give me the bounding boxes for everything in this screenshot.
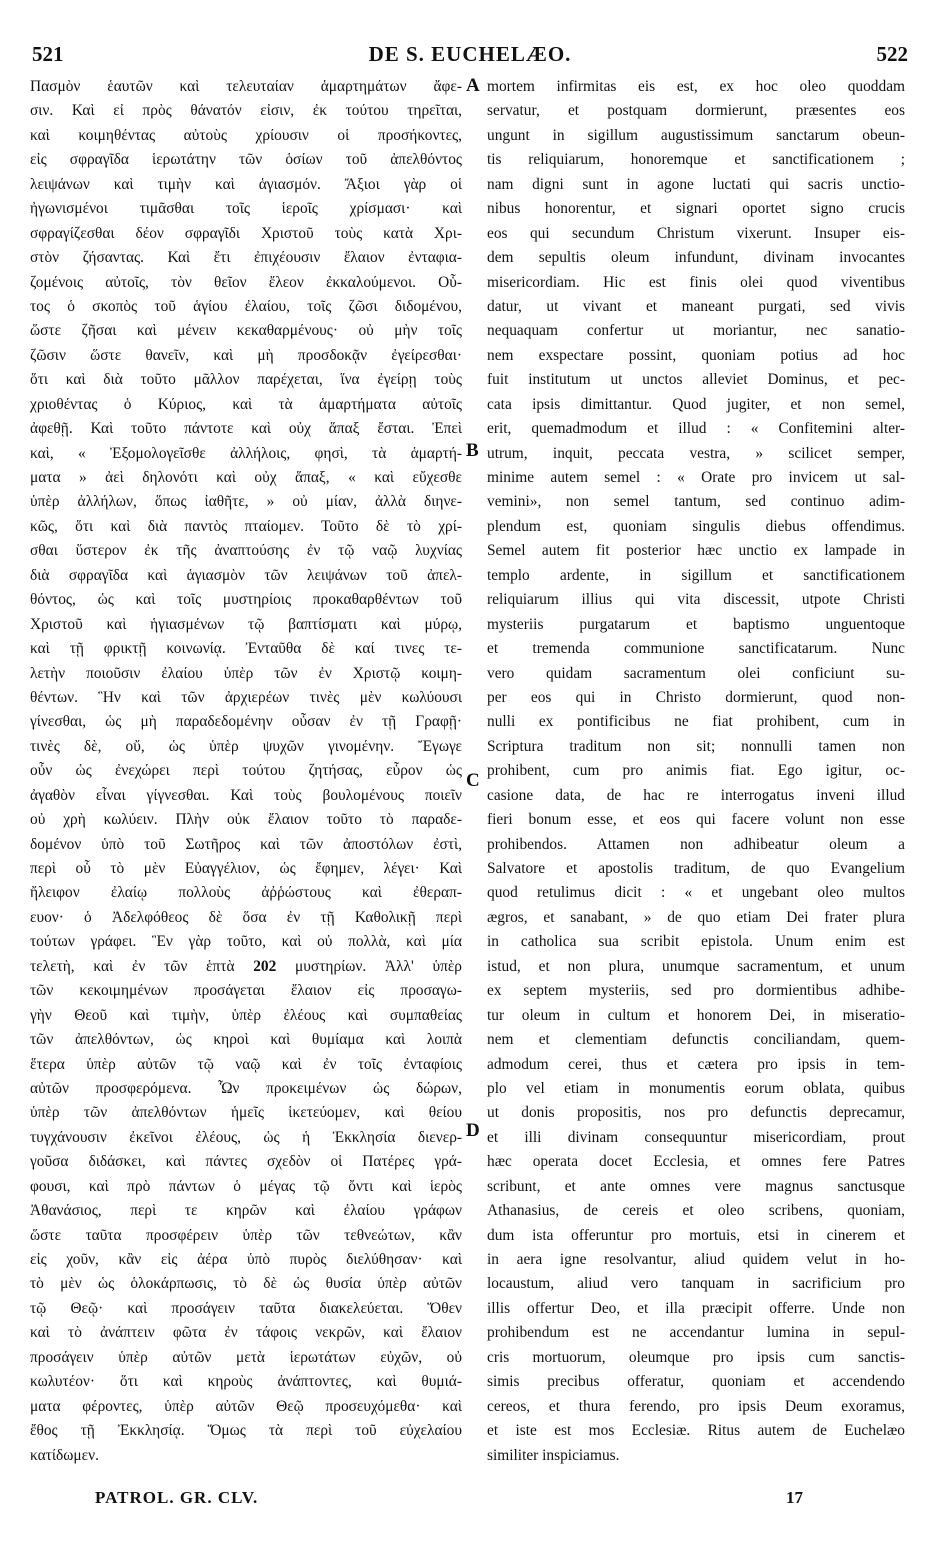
latin-text-line: cata ipsis dimittantur. Quod jugiter, et non semel, (487, 395, 905, 413)
greek-text-line: θέντων. Ἣν καὶ τῶν ἀρχιερέων τινὲς μὲν κωλύουσι (30, 688, 462, 706)
greek-text-line: ὑπὲρ τῶν ἀπελθόντων ἡμεῖς ἱκετεύομεν, καὶ θείου (30, 1104, 462, 1122)
greek-text-line: ἤλειφον ἐλαίῳ πολλοὺς ἀῤῥώστους καὶ ἐθεραπ- (30, 884, 462, 902)
greek-text-line: διὰ σφραγῖδα καὶ ἁγιασμὸν τῶν λειψάνων τοῦ ἀπελ- (30, 566, 462, 584)
greek-text-line: τελετὴ, καὶ ἐν τῶν ἑπτὰ 202 μυστηρίων. Ἀλλ' ὑπὲρ (30, 957, 462, 975)
greek-text-line: ὑπὲρ ἀλλήλων, ὅπως ἰαθῆτε, » οὐ μίαν, ἀλλὰ διηνε- (30, 493, 462, 511)
latin-text-line: nem exspectare possint, quoniam potius ad hoc (487, 346, 905, 364)
latin-text-line: ut donis propositis, nos pro defunctis deprecamur, (487, 1104, 905, 1122)
greek-text-line: τυγχάνουσιν ἐκεῖνοι ἐλέους, ὡς ἡ Ἐκκλησία διενερ- (30, 1128, 462, 1146)
greek-text-line: τῷ Θεῷ· καὶ προσάγειν ταῦτα διακελεύεται. Ὅθεν (30, 1299, 462, 1317)
latin-text-line: ex septem mysteriis, sed pro dormientibus adhibe- (487, 982, 905, 1000)
greek-text-line: ματα » ἀεὶ δηλονότι καὶ οὐχ ἅπαξ, « καὶ εὔχεσθε (30, 469, 462, 486)
latin-text-line: vero quidam sacramentum olei conficiunt su- (487, 664, 905, 682)
latin-text-line: quod retulimus dicit : « et ungebant oleo multos (487, 884, 905, 902)
greek-text-line: τος ὁ σκοπὸς τοῦ ἁγίου ἐλαίου, τοῖς ζῶσι διδομένου, (30, 297, 462, 315)
latin-text-line: mysteriis purgatarum et baptismo unguentoque (487, 615, 905, 633)
greek-text-line: εἰς χοῦν, κἂν εἰς ἀέρα ὑπὸ πυρὸς διελύθησαν· καὶ (30, 1251, 462, 1268)
latin-text-line: nam digni sunt in agone luctati qui sacris unctio- (487, 175, 905, 193)
greek-text-line: Ἀθανάσιος, περὶ τε κηρῶν καὶ ἐλαίου γράφων (30, 1202, 462, 1220)
greek-text-line: λετὴν ποιοῦσιν ἐλαίου ὑπὲρ τῶν ἐν Χριστῷ κοιμη- (30, 664, 462, 682)
greek-text-line: ὅτι καὶ διὰ τοῦτο μᾶλλον παρέχεται, ἵνα ἐγείρῃ τοὺς (30, 371, 462, 389)
latin-text-line: plo vel etiam in monumentis eorum oblata, quibus (487, 1079, 905, 1097)
greek-text-line: ἕτερα ὑπὲρ αὐτῶν τῷ ναῷ καὶ ἐν τοῖς ἐνταφίοις (30, 1055, 462, 1073)
latin-text-line: ægros, et sanabant, » de quo etiam Dei frater plura (487, 908, 905, 926)
latin-text-line: Athanasius, de cereis et oleo scribens, quoniam, (487, 1202, 905, 1220)
margin-letter-d: D (466, 1120, 480, 1141)
page-number-left: 521 (32, 42, 64, 66)
greek-text-line: οὖν ὡς ἐνεχώρει περὶ τούτου ζητήσας, εὗρον ὡς (30, 762, 462, 780)
greek-text-line: σθαι ὕστερον ἐκ τῆς ἀναπτούσης ἐν τῷ ναῷ λυχνίας (30, 542, 462, 560)
greek-text-line: γίνεσθαι, ὡς μὴ παραδεδομένην οὖσαν ἐν τῇ Γραφῇ· (30, 713, 462, 731)
latin-text-line: et illi divinam consequuntur misericordiam, prout (487, 1128, 905, 1146)
greek-text-line: ὥστε ταῦτα προσφέρειν ὑπὲρ τῶν τεθνεώτων, κἂν (30, 1226, 462, 1244)
latin-text-line: locaustum, aliud vero tanquam in sacrificium pro (487, 1275, 905, 1293)
latin-text-line: et iste est mos Ecclesiæ. Ritus autem de Euchelæo (487, 1422, 905, 1440)
latin-text-line: Scriptura traditum non sit; nonnulli tamen non (487, 737, 905, 755)
latin-text-line: mortem infirmitas eis est, ex hoc oleo quoddam (487, 78, 905, 95)
greek-text-line: σφραγίζεσθαι δέον σφραγῖδι Χριστοῦ τοὺς κατὰ Χρι- (30, 224, 462, 242)
greek-text-line: σιν. Καὶ εἰ πρὸς θάνατόν εἰσιν, ἐκ τούτου τηρεῖται, (30, 102, 462, 120)
greek-text-line: καὶ κοιμηθέντας αὐτοὺς χρίουσιν οἱ προσήκοντες, (30, 126, 462, 144)
latin-text-line: nulli ex pontificibus ne fiat prohibent, cum in (487, 713, 905, 731)
greek-text-line: κωλυτέον· ὅτι καὶ κηροὺς ἀνάπτοντες, καὶ θυμιά- (30, 1373, 462, 1391)
greek-text-line: τῶν ἀπελθόντων, ὡς κηροὶ καὶ θυμίαμα καὶ λοιπὰ (30, 1031, 462, 1049)
greek-text-line: κατίδωμεν. (30, 1446, 99, 1464)
greek-text-line: τούτων γράφει. Ἓν γὰρ τοῦτο, καὶ οὐ πολλὰ, καὶ μία (30, 933, 462, 951)
latin-column (487, 75, 905, 1468)
latin-text-line: simis precibus offeratur, quoniam et accendendo (487, 1373, 905, 1391)
greek-text-line: ἔθος τῇ Ἐκκλησίᾳ. Ὅμως τὰ περὶ τοῦ εὐχελαίου (30, 1422, 462, 1440)
latin-text-line: nem et clementiam defunctis conciliandam, quem- (487, 1031, 905, 1049)
greek-text-line: θόντος, ὡς καὶ τοῖς μυστηρίοις προκαθαρθέντων τοῦ (30, 591, 462, 609)
greek-text-line: ἀφεθῇ. Καὶ τοῦτο πάντοτε καὶ οὐχ ἅπαξ ἔσται. Ἐπεὶ (30, 420, 462, 438)
greek-column (30, 75, 462, 1468)
greek-text-line: γοῦσα διδάσκει, καὶ πάντες σχεδὸν οἱ Πατέρες γρά- (30, 1153, 462, 1171)
latin-text-line: datur, ut vivant et maneant purgati, sed vivis (487, 297, 905, 315)
latin-text-line: utrum, inquit, peccata vestra, » scilicet semper, (487, 444, 905, 462)
latin-text-line: dem sepultis oleum infundunt, divinam invocantes (487, 249, 905, 267)
latin-text-line: ungunt in sigillum augustissimum sanctarum obeun- (487, 126, 905, 144)
footer-signature: 17 (786, 1488, 803, 1507)
margin-letter-b: B (466, 440, 479, 461)
greek-text-line: στὸν ζήσαντας. Καὶ ἔτι ἐπιχέουσιν ἔλαιον ἐνταφια- (30, 249, 462, 267)
latin-text-line: Salvatore et apostolis traditum, de quo Evangelium (487, 860, 905, 877)
latin-text-line: illis offertur Deo, et illa præcipit offerre. Unde non (487, 1299, 905, 1317)
greek-text-line: φουσι, καὶ πρὸ πάντων ὁ μέγας τῷ ὄντι καὶ ἱερὸς (30, 1177, 462, 1195)
latin-text-line: similiter inspiciamus. (487, 1446, 620, 1464)
latin-text-line: misericordiam. Hic est finis olei quod viventibus (487, 273, 905, 291)
latin-text-line: nequaquam confertur ut moriantur, nec sanatio- (487, 322, 905, 340)
greek-text-line: ευον· ὁ Ἀδελφόθεος δὲ ὅσα ἐν τῇ Καθολικῇ περὶ (30, 908, 462, 926)
latin-text-line: admodum cerei, thus et cætera pro ipsis in tem- (487, 1055, 905, 1073)
greek-text-line: ἠγωνισμένοι τιμᾶσθαι τοῖς ἱεροῖς χρίσμασι· καὶ (30, 200, 462, 218)
latin-text-line: tur oleum in cultum et honorem Dei, in miseratio- (487, 1006, 905, 1024)
latin-text-line: prohibent, cum pro animis fiat. Ego igitur, oc- (487, 762, 905, 780)
latin-text-line: erit, quemadmodum et illud : « Confitemini alter- (487, 420, 905, 438)
greek-text-line: τινὲς δὲ, οὔ, ὡς ὑπὲρ ψυχῶν γινομένην. Ἔγωγε (30, 737, 462, 755)
greek-text-line: ὥστε ζῆσαι καὶ μένειν κεκαθαρμένους· οὐ μὴν τοῖς (30, 322, 462, 340)
greek-text-line: τὸ μὲν ὡς ὁλοκάρπωσις, τὸ δὲ ὡς θυσία ὑπὲρ αὐτῶν (30, 1275, 462, 1293)
greek-text-line: ἀγαθὸν εἶναι γίγνεσθαι. Καὶ τοὺς βουλομένους ποιεῖν (30, 786, 462, 804)
latin-text-line: fieri bonum esse, et eos qui facere volunt non esse (487, 811, 905, 829)
latin-text-line: templo ardente, in sigillum et sanctificationem (487, 566, 905, 584)
latin-text-line: et tremenda communione sanctificatarum. Nunc (487, 640, 905, 658)
greek-text-line: ζομένοις αὐτοῖς, τὸν θεῖον ἔλεον ἐκκαλούμενοι. Οὗ- (30, 273, 462, 291)
greek-text-line: δομένον ὑπὸ τοῦ Σωτῆρος καὶ τῶν ἀποστόλων ἐστὶ, (30, 835, 462, 853)
greek-text-line: γὴν Θεοῦ καὶ τιμὴν, ὑπὲρ ἐλέους καὶ συμπαθείας (30, 1006, 462, 1024)
greek-text-line: καὶ τὸ ἀνάπτειν φῶτα ἐν τάφοις νεκρῶν, καὶ ἔλαιον (30, 1324, 462, 1342)
page-marker: 202 (253, 957, 277, 975)
latin-text-line: servatur, et postquam dormierunt, præsentes eos (487, 102, 905, 120)
latin-text-line: cereos, et thura ferendo, pro ipsis Deum exoramus, (487, 1397, 905, 1415)
latin-text-line: cris mortuorum, oleumque pro ipsis cum sanctis- (487, 1348, 905, 1366)
latin-text-line: tis reliquiarum, honoremque et sanctificationem ; (487, 151, 905, 169)
latin-text-line: dum ista offeruntur pro mortuis, etsi in cinerem et (487, 1226, 905, 1244)
latin-text-line: minime autem semel : « Orate pro invicem ut sal- (487, 469, 905, 486)
latin-text-line: nibus honorentur, et signari oportet signo crucis (487, 200, 905, 218)
greek-text-line: προσάγειν ὑπὲρ αὐτῶν μετὰ ἱερωτάτων εὐχῶν, οὐ (30, 1348, 462, 1366)
latin-text-line: plendum est, quoniam singulis diebus offendimus. (487, 517, 905, 535)
latin-text-line: prohibendos. Attamen non adhibeatur oleum a (487, 835, 905, 853)
latin-text-line: reliquiarum illius qui vita discessit, utpote Christi (487, 591, 905, 609)
greek-text-line: χριοθέντας ὁ Κύριος, καὶ τὰ ἁμαρτήματα αὐτοῖς (30, 395, 462, 413)
latin-text-line: fuit institutum ut unctos alleviet Dominus, et pec- (487, 371, 905, 389)
latin-text-line: prohibendum est ne accendantur lumina in sepul- (487, 1324, 905, 1342)
greek-text-line: οὐ χρὴ κωλύειν. Πλὴν οὐκ ἔλαιον τοῦτο τὸ παραδε- (30, 811, 462, 829)
greek-text-line: τῶν κεκοιμημένων προσάγεται ἔλαιον εἰς προσαγω- (30, 982, 462, 1000)
greek-text-line: ματα φέροντες, ὑπὲρ αὐτῶν Θεῷ προσευχόμεθα· καὶ (30, 1397, 462, 1415)
latin-text-line: scribunt, et ante omnes vere magnus sanctusque (487, 1177, 905, 1195)
latin-text-line: in catholica sua scribit epistola. Unum enim est (487, 933, 905, 951)
latin-text-line: eos qui secundum Christum vixerunt. Insuper eis- (487, 224, 905, 242)
greek-text-line: καὶ, « Ἐξομολογεῖσθε ἀλλήλοις, φησὶ, τὰ ἁμαρτή- (30, 444, 462, 462)
latin-text-line: vemini», non semel tantum, sed continuo adim- (487, 493, 905, 511)
running-title: DE S. EUCHELÆO. (368, 42, 572, 66)
running-header (32, 42, 908, 72)
latin-text-line: Semel autem fit posterior hæc unctio ex lampade in (487, 542, 905, 560)
page-number-right: 522 (876, 42, 908, 66)
greek-text-line: αὐτῶν προσφερόμενα. Ὧν προκειμένων ὡς δώρων, (30, 1079, 462, 1097)
margin-letter-c: C (466, 770, 480, 791)
greek-text-line: κῶς, ὅτι καὶ διὰ παντὸς πταίομεν. Τοῦτο δὲ τὸ χρί- (30, 517, 462, 535)
greek-text-line: καὶ τῇ φρικτῇ κοινωνίᾳ. Ἐνταῦθα δὲ καί τινες τε- (30, 640, 462, 658)
footer-series: PATROL. GR. CLV. (95, 1488, 259, 1507)
margin-letter-a: A (466, 75, 480, 96)
latin-text-line: per eos qui in Christo dormierunt, quod non- (487, 688, 905, 706)
greek-text-line: περὶ οὗ τὸ μὲν Εὐαγγέλιον, ὡς ἔφημεν, λέγει· Καὶ (30, 860, 462, 877)
greek-text-line: Πασμὸν ἑαυτῶν καὶ τελευταίαν ἁμαρτημάτων ἄφε- (30, 78, 462, 95)
latin-text-line: in aera igne resolvantur, aliud quidem velut in ho- (487, 1251, 905, 1268)
latin-text-line: casione data, de hac re interrogatus inveni illud (487, 786, 905, 804)
latin-text-line: istud, et non plura, unumque sacramentum, et unum (487, 957, 905, 975)
latin-text-line: hæc operata docet Ecclesia, et omnes fere Patres (487, 1153, 905, 1171)
greek-text-line: ζῶσιν ὥστε θανεῖν, καὶ μὴ προσδοκᾷν ἐγείρεσθαι· (30, 346, 462, 364)
greek-text-line: εἰς σφραγῖδα ἱερωτάτην τῶν ὁσίων τοῦ ἀπελθόντος (30, 151, 462, 169)
greek-text-line: Χριστοῦ καὶ ἡγιασμένων τῷ βαπτίσματι καὶ μύρῳ, (30, 615, 462, 633)
greek-text-line: λειψάνων καὶ τιμὴν καὶ ἁγιασμόν. Ἄξιοι γὰρ οἱ (30, 175, 462, 193)
